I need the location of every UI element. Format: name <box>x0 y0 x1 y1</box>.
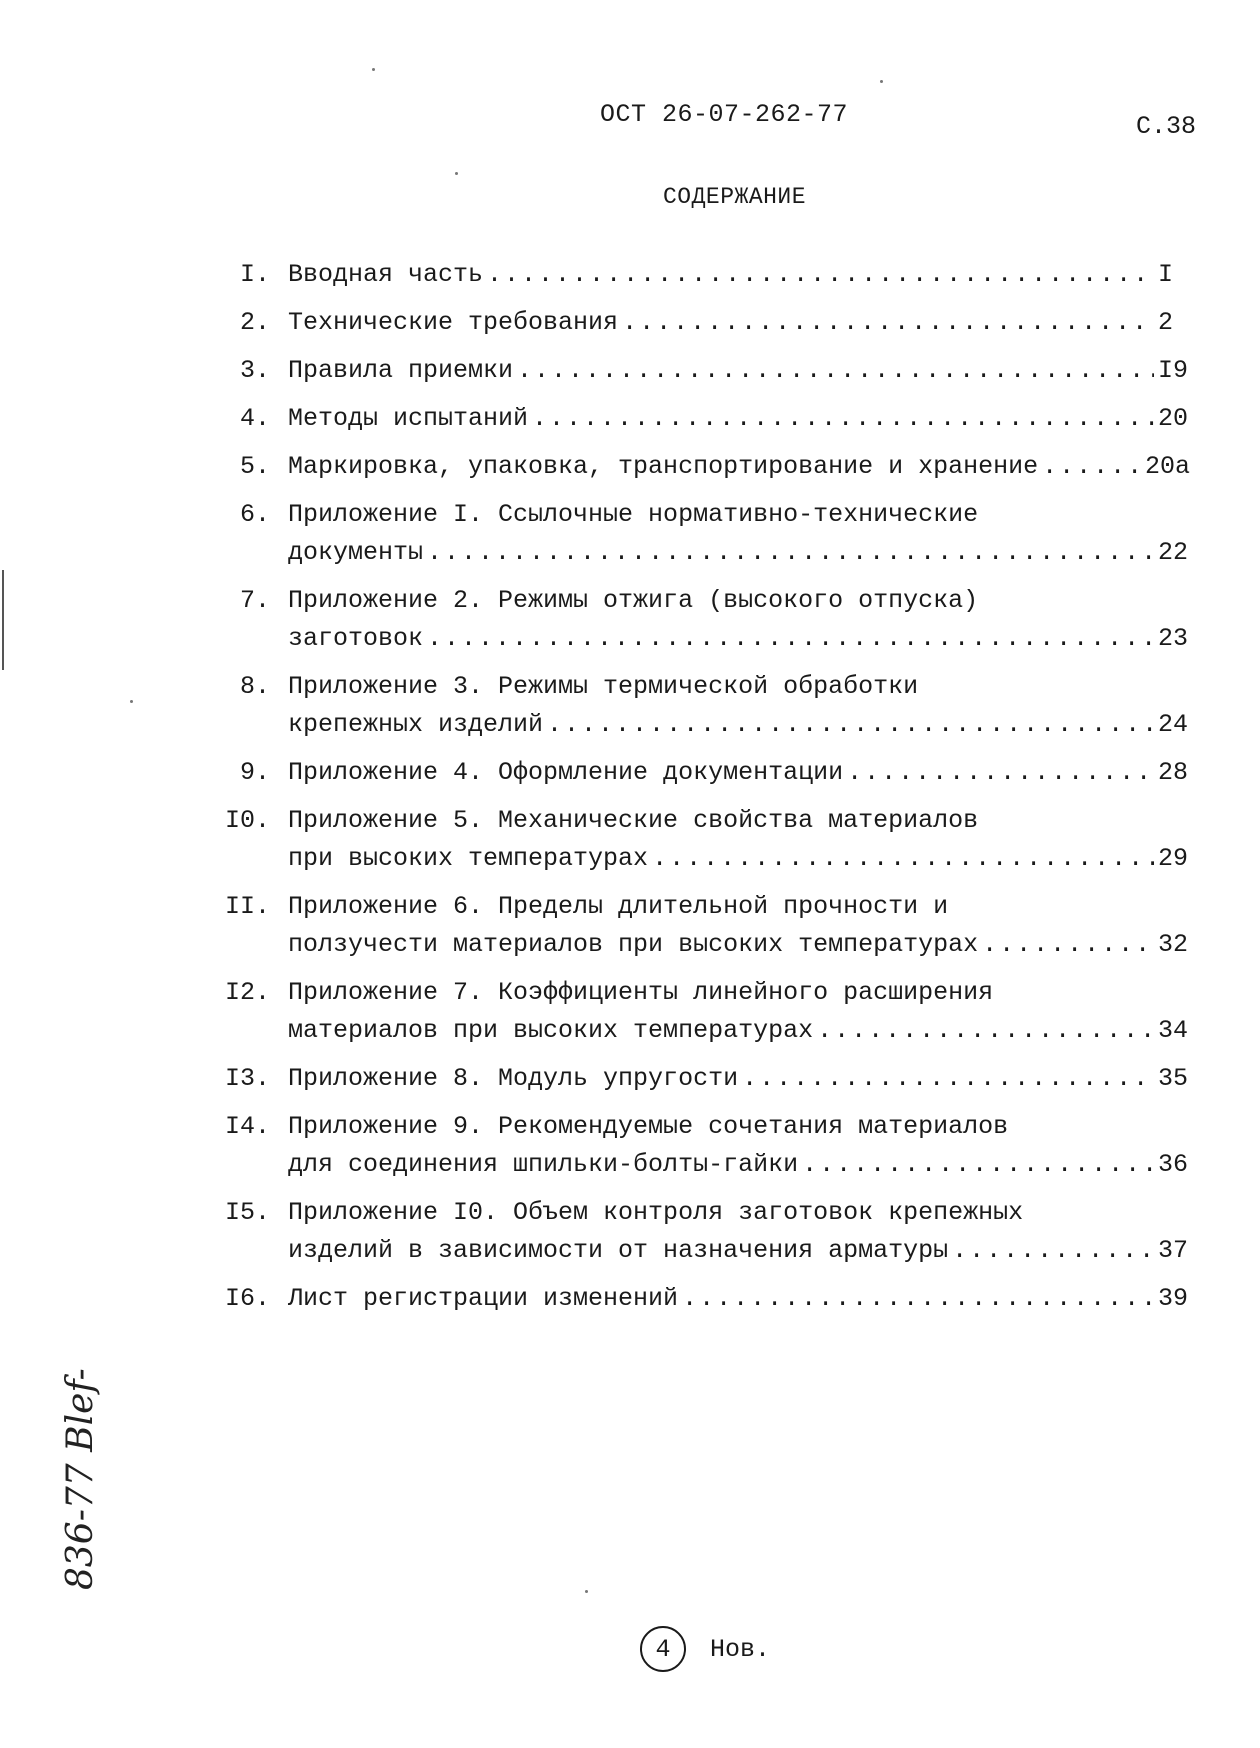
toc-entry-page: 28 <box>1158 758 1189 787</box>
toc-entry-number: 9. <box>239 758 270 787</box>
toc-entry-page: 22 <box>1158 538 1189 567</box>
toc-entry-text: ползучести материалов при высоких температурах <box>288 930 979 959</box>
toc-entry-number: I5. <box>224 1198 270 1227</box>
toc-entry-text: крепежных изделий <box>288 710 544 739</box>
toc-entry-number: 4. <box>239 404 270 433</box>
toc-entry <box>210 888 1190 964</box>
toc-entry-page: 2 <box>1158 308 1174 337</box>
scan-speck <box>585 1590 588 1593</box>
toc-entry-text: Приложение 9. Рекомендуемые сочетания материалов <box>288 1112 1009 1141</box>
toc-entry-number: 6. <box>239 500 270 529</box>
toc-leader-dots <box>427 534 1154 572</box>
toc-leader-dots <box>547 706 1154 744</box>
toc-entry <box>210 400 1190 438</box>
toc-entry-number: 8. <box>239 672 270 701</box>
toc-entry-text: материалов при высоких температурах <box>288 1016 814 1045</box>
toc-entry <box>210 802 1190 878</box>
toc-entry-text: Приложение 6. Пределы длительной прочности и <box>288 892 949 921</box>
toc-entry <box>210 1194 1190 1270</box>
toc-leader-dots <box>952 1232 1154 1270</box>
toc-entry-page: I9 <box>1158 356 1189 385</box>
scan-speck <box>455 172 458 175</box>
toc-entry-text: Приложение 7. Коэффициенты линейного расширения <box>288 978 994 1007</box>
toc-leader-dots <box>817 1012 1154 1050</box>
toc-entry <box>210 974 1190 1050</box>
scan-speck <box>372 68 375 71</box>
toc-entry-page: 23 <box>1158 624 1189 653</box>
toc-leader-dots <box>1042 448 1141 486</box>
toc-entry-number: I3. <box>224 1064 270 1093</box>
document-code: ОСТ 26-07-262-77 <box>600 100 849 129</box>
toc-entry <box>210 1060 1190 1098</box>
toc-entry <box>210 1108 1190 1184</box>
toc-entry-text: при высоких температурах <box>288 844 649 873</box>
toc-entry-number: 3. <box>239 356 270 385</box>
toc-leader-dots <box>427 620 1154 658</box>
toc-leader-dots <box>802 1146 1154 1184</box>
toc-entry-page: 39 <box>1158 1284 1189 1313</box>
toc-entry-number: I6. <box>224 1284 270 1313</box>
toc-entry-text: Приложение 5. Механические свойства материалов <box>288 806 979 835</box>
toc-entry-page: 36 <box>1158 1150 1189 1179</box>
toc-entry <box>210 1280 1190 1318</box>
toc-title: СОДЕРЖАНИЕ <box>663 184 807 210</box>
scan-speck <box>130 700 133 703</box>
toc-entry <box>210 668 1190 744</box>
toc-entry-page: 34 <box>1158 1016 1189 1045</box>
toc-entry-text: документы <box>288 538 424 567</box>
toc-entry-number: I. <box>239 260 270 289</box>
toc-entry <box>210 256 1190 294</box>
toc-entry-number: I4. <box>224 1112 270 1141</box>
toc-leader-dots <box>682 1280 1154 1318</box>
toc-entry <box>210 448 1190 486</box>
toc-entry-text: Лист регистрации изменений <box>288 1284 679 1313</box>
handwritten-margin-note: 836-77 Blef- <box>60 1368 101 1590</box>
toc-entry-text: Приложение 4. Оформление документации <box>288 758 844 787</box>
toc-leader-dots <box>622 304 1154 342</box>
toc-leader-dots <box>982 926 1154 964</box>
toc-entry <box>210 754 1190 792</box>
toc-entry <box>210 352 1190 390</box>
toc-entry-text: Методы испытаний <box>288 404 529 433</box>
table-of-contents <box>210 256 1190 1328</box>
toc-entry-number: I0. <box>224 806 270 835</box>
toc-entry-text: Приложение 2. Режимы отжига (высокого отпуска) <box>288 586 979 615</box>
scan-artifact-line <box>2 570 4 670</box>
toc-entry-text: заготовок <box>288 624 424 653</box>
toc-entry <box>210 496 1190 572</box>
toc-leader-dots <box>517 352 1154 390</box>
page-number: С.38 <box>1136 112 1197 141</box>
page-footer <box>640 1626 770 1672</box>
sheet-number-circle <box>640 1626 686 1672</box>
toc-entry-number: I2. <box>224 978 270 1007</box>
toc-leader-dots <box>487 256 1154 294</box>
toc-entry-text: Вводная часть <box>288 260 484 289</box>
toc-entry <box>210 304 1190 342</box>
toc-entry-text: Приложение 8. Модуль упругости <box>288 1064 739 1093</box>
sheet-number: 4 <box>655 1634 671 1664</box>
scan-speck <box>880 80 883 83</box>
toc-entry-text: Технические требования <box>288 308 619 337</box>
toc-leader-dots <box>742 1060 1154 1098</box>
toc-entry-number: 5. <box>239 452 270 481</box>
toc-entry-page: I <box>1158 260 1174 289</box>
toc-entry-page: 24 <box>1158 710 1189 739</box>
toc-entry-page: 32 <box>1158 930 1189 959</box>
toc-entry-text: Правила приемки <box>288 356 514 385</box>
toc-entry-number: 2. <box>239 308 270 337</box>
toc-entry-page: 35 <box>1158 1064 1189 1093</box>
toc-entry-text: Приложение 3. Режимы термической обработки <box>288 672 919 701</box>
toc-leader-dots <box>532 400 1154 438</box>
toc-leader-dots <box>652 840 1154 878</box>
toc-entry-text: Маркировка, упаковка, транспортирование и хранение <box>288 452 1039 481</box>
toc-entry-page: 20а <box>1144 452 1190 481</box>
toc-entry-text: Приложение I0. Объем контроля заготовок крепежных <box>288 1198 1024 1227</box>
toc-entry-page: 20 <box>1158 404 1189 433</box>
toc-entry <box>210 582 1190 658</box>
toc-entry-text: Приложение I. Ссылочные нормативно-технические <box>288 500 979 529</box>
toc-entry-page: 29 <box>1158 844 1189 873</box>
toc-leader-dots <box>847 754 1154 792</box>
toc-entry-page: 37 <box>1158 1236 1189 1265</box>
toc-entry-number: II. <box>224 892 270 921</box>
toc-entry-number: 7. <box>239 586 270 615</box>
toc-entry-text: для соединения шпильки-болты-гайки <box>288 1150 799 1179</box>
toc-entry-text: изделий в зависимости от назначения арматуры <box>288 1236 949 1265</box>
status-label: Нов. <box>710 1634 771 1664</box>
